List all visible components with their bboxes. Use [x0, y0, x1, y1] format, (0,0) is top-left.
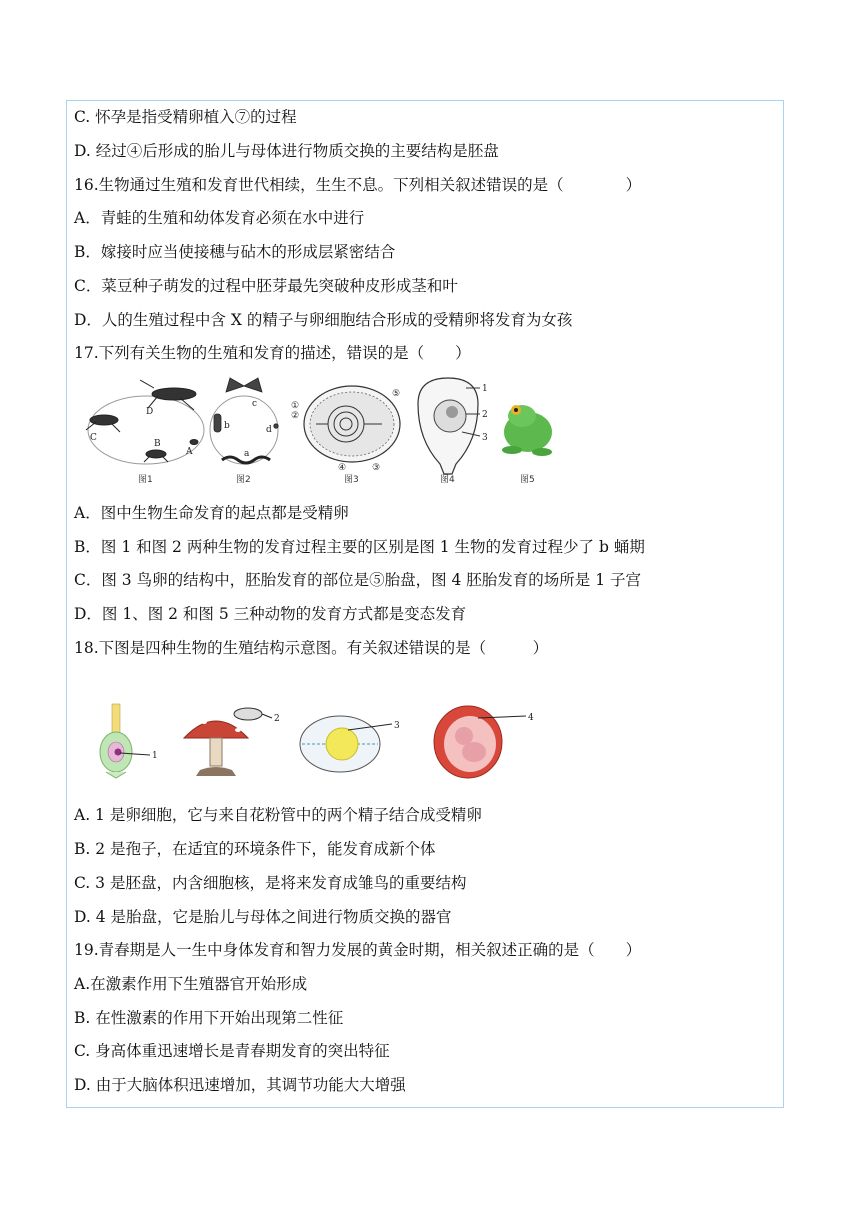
- q16-option-c: C．菜豆种子萌发的过程中胚芽最先突破种皮形成茎和叶: [74, 277, 458, 295]
- fig5-caption: 图5: [520, 475, 535, 485]
- q18-stem: 18.下图是四种生物的生殖结构示意图。有关叙述错误的是（ ）: [74, 639, 549, 657]
- fig5-frog: [502, 405, 552, 485]
- q17-option-a: A．图中生物生命发育的起点都是受精卵: [74, 504, 349, 522]
- fig4-caption: 图4: [440, 475, 455, 485]
- q17-stem: 17.下列有关生物的生殖和发育的描述，错误的是（ ）: [74, 344, 471, 362]
- fig2-label-c: c: [252, 399, 258, 409]
- q18-option-a: A. 1 是卵细胞，它与来自花粉管中的两个精子结合成受精卵: [74, 806, 482, 824]
- fig18-pistil: [100, 704, 158, 778]
- fig3-label-1: ①: [291, 401, 300, 411]
- fig4-label-2: 2: [482, 410, 488, 420]
- fig3-bird-egg: [291, 386, 400, 485]
- fig3-label-4: ④: [338, 463, 347, 473]
- q19-stem: 19.青春期是人一生中身体发育和智力发展的黄金时期，相关叙述正确的是（ ）: [74, 941, 642, 959]
- fig3-label-2: ②: [291, 411, 300, 421]
- q19-option-d: D. 由于大脑体积迅速增加，其调节功能大大增强: [74, 1076, 406, 1094]
- fig2-label-b: b: [224, 421, 230, 431]
- q17-option-c: C．图 3 鸟卵的结构中，胚胎发育的部位是⑤胎盘，图 4 胚胎发育的场所是 1 子宫: [74, 571, 642, 589]
- fig1-label-b: B: [154, 439, 161, 449]
- q19-option-c: C. 身高体重迅速增长是青春期发育的突出特征: [74, 1042, 390, 1060]
- fig1-label-d: D: [146, 407, 154, 417]
- fig18-uterus-fetus: [434, 706, 534, 778]
- fig2-label-a: a: [244, 449, 250, 459]
- fig2-caption: 图2: [236, 475, 251, 485]
- fig2-label-d: d: [266, 425, 272, 435]
- q15-option-c: C. 怀孕是指受精卵植入⑦的过程: [74, 108, 297, 126]
- q18-option-b: B. 2 是孢子，在适宜的环境条件下，能发育成新个体: [74, 840, 436, 858]
- fig18-label-4: 4: [528, 713, 534, 723]
- fig1-grasshopper-cycle: [86, 380, 204, 485]
- fig18-label-1: 1: [152, 751, 158, 761]
- fig3-label-3: ③: [372, 463, 381, 473]
- q18-figure: [96, 698, 546, 782]
- q17-figure: [76, 374, 576, 488]
- fig18-mushroom: [184, 708, 280, 776]
- fig18-egg: [300, 716, 400, 772]
- fig4-label-3: 3: [482, 433, 488, 443]
- fig18-label-3: 3: [394, 721, 400, 731]
- q15-option-d: D. 经过④后形成的胎儿与母体进行物质交换的主要结构是胚盘: [74, 142, 499, 160]
- q16-stem: 16.生物通过生殖和发育世代相续，生生不息。下列相关叙述错误的是（ ）: [74, 176, 642, 194]
- fig1-label-a: A: [186, 447, 193, 457]
- q18-option-c: C. 3 是胚盘，内含细胞核，是将来发育成雏鸟的重要结构: [74, 874, 467, 892]
- q18-option-d: D. 4 是胎盘，它是胎儿与母体之间进行物质交换的器官: [74, 908, 452, 926]
- q17-option-b: B．图 1 和图 2 两种生物的发育过程主要的区别是图 1 生物的发育过程少了 b 蛹期: [74, 538, 645, 556]
- fig1-caption: 图1: [138, 475, 153, 485]
- q16-option-d: D．人的生殖过程中含 X 的精子与卵细胞结合形成的受精卵将发育为女孩: [74, 311, 573, 329]
- fig2-butterfly-cycle: [210, 378, 278, 485]
- q19-option-b: B. 在性激素的作用下开始出现第二性征: [74, 1009, 344, 1027]
- fig1-label-c: C: [90, 433, 97, 443]
- fig3-caption: 图3: [344, 475, 359, 485]
- fig4-label-1: 1: [482, 384, 488, 394]
- fig3-label-5: ⑤: [392, 389, 401, 399]
- q17-option-d: D．图 1、图 2 和图 5 三种动物的发育方式都是变态发育: [74, 605, 467, 623]
- q19-option-a: A.在激素作用下生殖器官开始形成: [74, 975, 308, 993]
- fig18-label-2: 2: [274, 714, 280, 724]
- fig4-uterus: [418, 378, 488, 485]
- q16-option-a: A．青蛙的生殖和幼体发育必须在水中进行: [74, 209, 365, 227]
- q16-option-b: B．嫁接时应当使接穗与砧木的形成层紧密结合: [74, 243, 396, 261]
